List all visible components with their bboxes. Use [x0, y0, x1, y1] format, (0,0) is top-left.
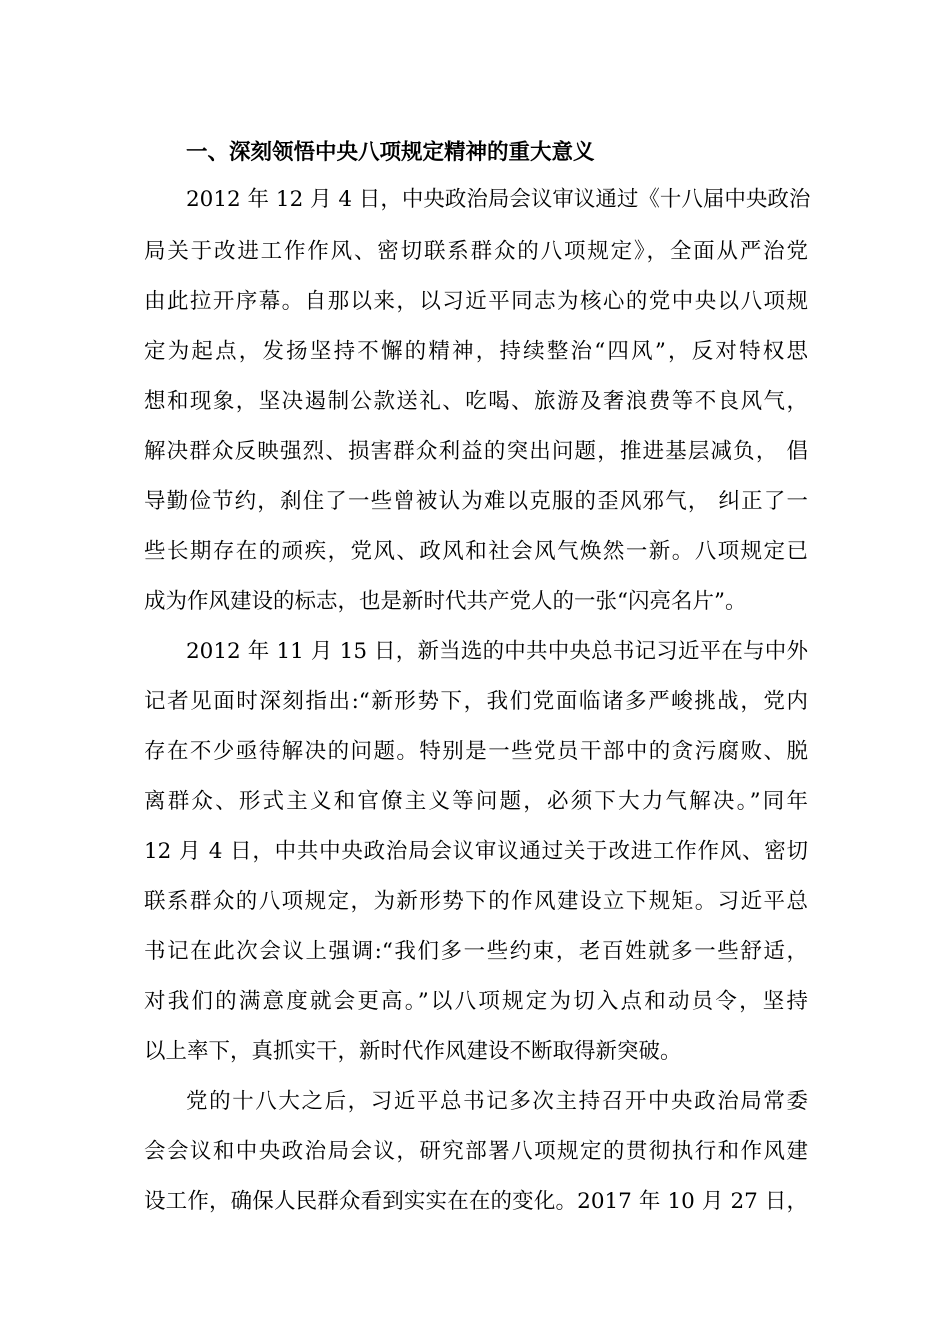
paragraph-line: 以上率下，真抓实干，新时代作风建设不断取得新突破。 [144, 1039, 682, 1064]
section-heading: 一、深刻领悟中央八项规定精神的重大意义 [186, 140, 595, 165]
paragraph-line: 些长期存在的顽疾，党风、政风和社会风气焕然一新。八项规定已 [144, 539, 808, 564]
paragraph-line: 离群众、形式主义和官僚主义等问题，必须下大力气解决。”同年 [144, 789, 808, 814]
paragraph-line: 存在不少亟待解决的问题。特别是一些党员干部中的贪污腐败、脱 [144, 739, 808, 764]
paragraph-line: 2012 年 12 月 4 日，中央政治局会议审议通过《十八届中央政治 [186, 187, 811, 212]
paragraph-line: 设工作，确保人民群众看到实实在在的变化。2017 年 10 月 27 日， [144, 1189, 808, 1214]
paragraph-line: 2012 年 11 月 15 日，新当选的中共中央总书记习近平在与中外 [186, 639, 808, 664]
paragraph-line: 由此拉开序幕。自那以来，以习近平同志为核心的党中央以八项规 [144, 289, 808, 314]
paragraph-line: 12 月 4 日，中共中央政治局会议审议通过关于改进工作作风、密切 [144, 839, 808, 864]
paragraph-line: 定为起点，发扬坚持不懈的精神，持续整治“四风”，反对特权思 [144, 339, 808, 364]
paragraph-line: 联系群众的八项规定，为新形势下的作风建设立下规矩。习近平总 [144, 889, 808, 914]
paragraph-line: 党的十八大之后，习近平总书记多次主持召开中央政治局常委 [186, 1089, 808, 1114]
paragraph-line: 记者见面时深刻指出:“新形势下，我们党面临诸多严峻挑战，党内 [144, 689, 808, 714]
paragraph-line: 对我们的满意度就会更高。”以八项规定为切入点和动员令，坚持 [144, 989, 808, 1014]
paragraph-line: 解决群众反映强烈、损害群众利益的突出问题，推进基层减负， 倡 [144, 439, 808, 464]
paragraph-line: 想和现象，坚决遏制公款送礼、吃喝、旅游及奢浪费等不良风气， [144, 389, 808, 414]
paragraph-line: 局关于改进工作作风、密切联系群众的八项规定》，全面从严治党 [144, 239, 808, 264]
paragraph-line: 导勤俭节约，刹住了一些曾被认为难以克服的歪风邪气， 纠正了一 [144, 489, 808, 514]
paragraph-line: 会会议和中央政治局会议，研究部署八项规定的贯彻执行和作风建 [144, 1139, 808, 1164]
paragraph-line: 成为作风建设的标志，也是新时代共产党人的一张“闪亮名片”。 [144, 589, 747, 614]
paragraph-line: 书记在此次会议上强调:“我们多一些约束，老百姓就多一些舒适， [144, 939, 808, 964]
